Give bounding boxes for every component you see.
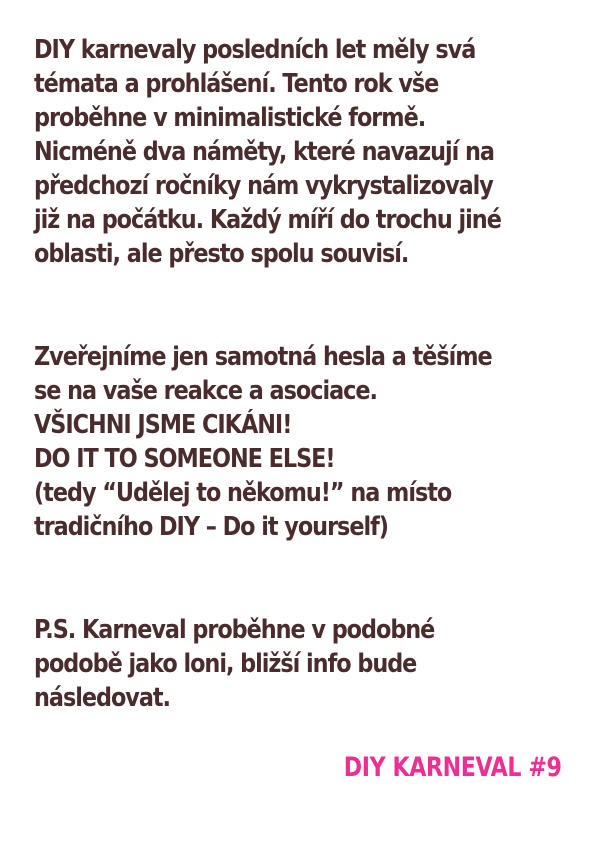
postscript-line: následovat. bbox=[34, 683, 171, 713]
slogan-2: DO IT TO SOMEONE ELSE! bbox=[34, 444, 335, 474]
intro-line: předchozí ročníky nám vykrystalizovaly bbox=[34, 171, 493, 201]
intro-line: Nicméně dva náměty, které navazují na bbox=[34, 137, 494, 167]
slogans-line: (tedy “Udělej to někomu!” na místo bbox=[34, 478, 452, 508]
postscript-line: podobě jako loni, bližší info bude bbox=[34, 649, 417, 679]
postscript-line: P.S. Karneval proběhne v podobné bbox=[34, 615, 435, 645]
intro-line: již na počátku. Každý míří do trochu jiné bbox=[34, 205, 501, 235]
intro-line: témata a prohlášení. Tento rok vše bbox=[34, 69, 439, 99]
slogan-1: VŠICHNI JSME CIKÁNI! bbox=[34, 410, 292, 440]
postscript-paragraph bbox=[34, 613, 498, 715]
slogans-line: Zveřejníme jen samotná hesla a těšíme bbox=[34, 342, 492, 372]
slogans-line: tradičního DIY – Do it yourself) bbox=[34, 512, 388, 542]
intro-line: DIY karnevaly posledních let měly svá bbox=[34, 35, 476, 65]
intro-line: oblasti, ale přesto spolu souvisí. bbox=[34, 239, 409, 269]
intro-line: proběhne v minimalistické formě. bbox=[34, 103, 426, 133]
event-signature: DIY KARNEVAL #9 bbox=[344, 752, 562, 783]
intro-paragraph bbox=[34, 33, 501, 271]
slogans-line: se na vaše reakce a asociace. bbox=[34, 376, 377, 406]
slogans-paragraph bbox=[34, 340, 498, 544]
